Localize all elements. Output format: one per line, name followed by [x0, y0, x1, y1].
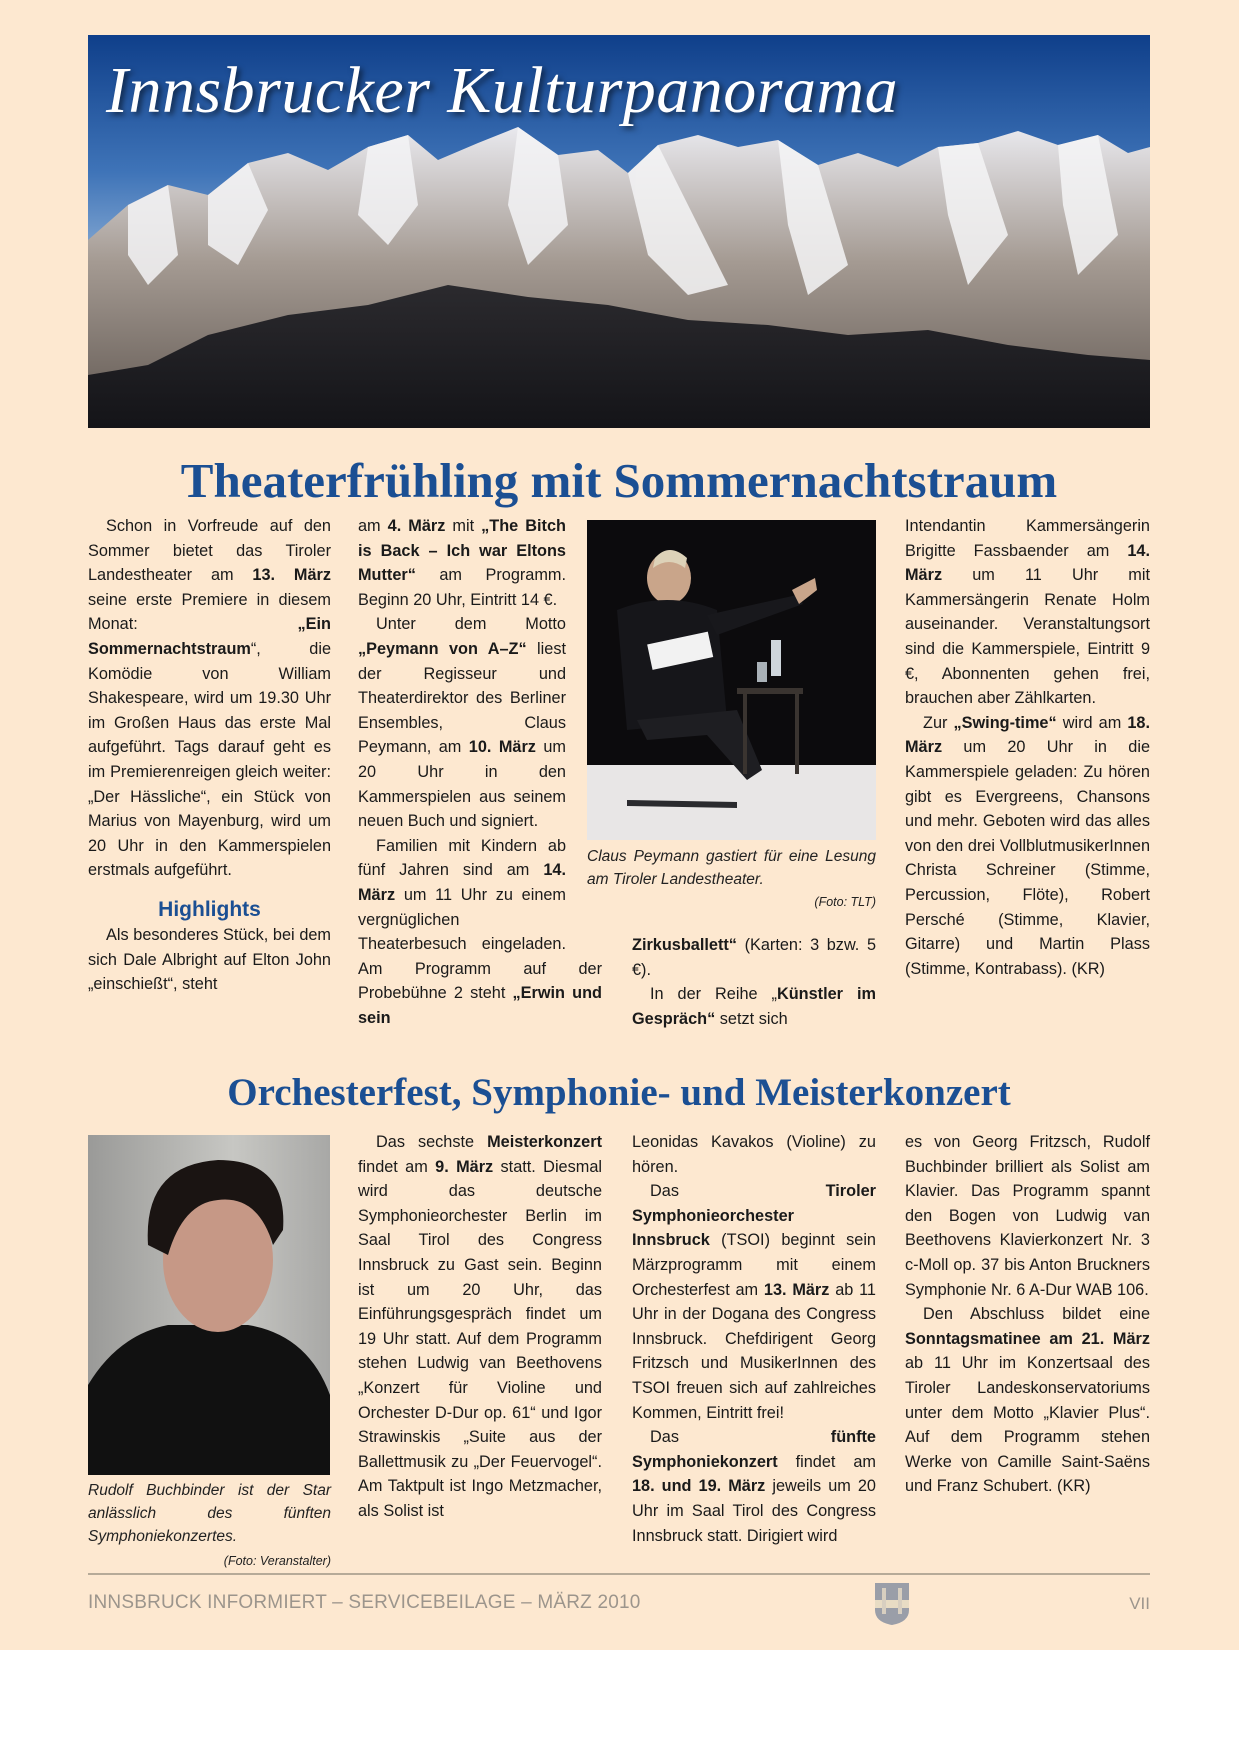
text: um 11 Uhr mit Kammersängerin Renate Holm auseinander. Veranstaltungsort sind die Kammerspiele, Eintritt 9 €, Abonnenten gehen frei, brauchen aber Zählkarten.	[905, 566, 1150, 708]
bold-text: 14. März	[905, 541, 1150, 585]
article2-column-3	[632, 1130, 876, 1548]
text: es von Georg Fritzsch, Rudolf Buchbinder brilliert als Solist am Klavier. Das Programm spannt den Bogen von Ludwig van Beethovens Klavierkonzert Nr. 3 c-Moll op. 37 bis Anton Bruckners Symphonie Nr. 6 A-Dur WAB 106.	[905, 1133, 1150, 1299]
bold-text: Meisterkonzert	[487, 1133, 602, 1151]
bold-text: Tiroler Symphonieorchester Innsbruck	[632, 1182, 876, 1250]
text: findet am	[358, 1157, 436, 1176]
text: Intendantin Kammersängerin Brigitte Fassbaender am	[905, 517, 1150, 560]
photo-caption-peymann	[587, 845, 876, 914]
paragraph	[632, 933, 876, 982]
bold-text: 9. März	[435, 1157, 494, 1176]
text: “, die Komödie von William Shakespeare, wird um 19.30 Uhr im Großen Haus das erste Mal aufgeführt. Tags darauf geht es im Premierenreigen gleich weiter: „Der Hässliche“, ein Stück von Marius von Mayenburg, wird um 20 Uhr in den Kammerspielen erstmals aufgeführt.	[88, 639, 331, 880]
bold-text: „Peymann von A–Z“	[358, 639, 527, 658]
text: am Programm. Beginn 20 Uhr, Eintritt 14 €.	[358, 566, 566, 609]
article2-column-4	[905, 1130, 1150, 1499]
paragraph	[88, 514, 331, 883]
banner-mountain-image	[88, 35, 1150, 428]
text: Als besonderes Stück, bei dem sich Dale Albright auf Elton John „einschießt“, steht	[88, 925, 331, 994]
photo-credit: (Foto: Veranstalter)	[223, 1554, 331, 1568]
text: ab 11 Uhr im Konzertsaal des Tiroler Landeskonservatoriums unter dem Motto „Klavier Plus“. Auf dem Programm stehen Werke von Camille Saint-Saëns und Franz Schubert. (KR)	[905, 1354, 1150, 1496]
text: mit	[445, 517, 482, 535]
bold-text: Künstler im Gespräch“	[632, 985, 876, 1028]
text: um 11 Uhr zu einem vergnüglichen Theaterbesuch eingeladen. Am Programm auf der Probebühne 2 steht	[358, 885, 602, 1003]
text: In der Reihe „	[650, 985, 777, 1004]
photo-reading-man	[587, 520, 876, 840]
bold-text: 18. März	[905, 713, 1150, 757]
text: Das	[650, 1182, 826, 1201]
footer-divider	[88, 1573, 1150, 1575]
bold-text: „Ein Sommernachtstraum	[88, 615, 331, 658]
paragraph	[632, 1425, 876, 1548]
article2-column-2	[358, 1130, 602, 1524]
page-number: VII	[1129, 1594, 1150, 1613]
article1-column-4	[905, 514, 1150, 981]
paragraph	[905, 514, 1150, 711]
paragraph	[632, 982, 876, 1031]
paragraph	[905, 1302, 1150, 1499]
caption-text: Claus Peymann gastiert für eine Lesung am Tiroler Landestheater.	[587, 848, 876, 888]
bold-text: „Erwin und sein	[358, 984, 602, 1027]
paragraph	[358, 834, 602, 1031]
text: Das sechste	[376, 1133, 488, 1151]
text: Schon in Vorfreude auf den Sommer bietet das Tiroler Landestheater am	[88, 517, 331, 585]
paragraph	[905, 1130, 1150, 1302]
paragraph	[358, 1130, 602, 1524]
text: findet am	[777, 1452, 876, 1471]
text: Das	[650, 1428, 831, 1447]
article-headline: Theaterfrühling mit Sommernachtstraum	[180, 453, 1058, 508]
paragraph	[632, 1179, 876, 1425]
bold-text: Zirkusballett“	[632, 936, 737, 954]
article1-column-2	[358, 514, 602, 1030]
text: liest der Regisseur und Theaterdirektor des Berliner Ensembles, Claus Peymann, am	[358, 639, 566, 757]
text: Familien mit Kindern ab fünf Jahren sind am	[358, 836, 566, 880]
bold-text: 13. März	[252, 566, 331, 585]
bold-text: „The Bitch is Back – Ich war Eltons Mutter“	[358, 517, 566, 585]
bold-text: „Swing-time“	[953, 713, 1057, 732]
text: um 20 Uhr in die Kammerspiele geladen: Zu hören gibt es Evergreens, Chansons und mehr. Geboten wird das alles von den drei VollblutmusikerInnen Christa Schreiner (Stimme, Percussion, Flöte), Robert Persché (Stimme, Klavier, Gitarre) und Martin Plass (Stimme, Kontrabass). (KR)	[905, 738, 1150, 978]
bold-text: 13. März	[763, 1280, 830, 1299]
caption-text: Rudolf Buchbinder ist der Star anlässlich des fünften Symphoniekonzertes.	[88, 1482, 331, 1545]
text: (TSOI) beginnt sein Märzprogramm mit einem Orchesterfest am	[632, 1231, 876, 1299]
text: Leonidas Kavakos (Violine) zu hören.	[632, 1133, 876, 1176]
bold-text: 18. und 19. März	[632, 1477, 766, 1496]
article-headline: Orchesterfest, Symphonie- und Meisterkonzert	[227, 1071, 1011, 1114]
photo-caption-buchbinder	[88, 1479, 331, 1573]
text: Unter dem Motto	[376, 615, 566, 634]
text: statt. Diesmal wird das deutsche Symphonieorchester Berlin im Saal Tirol des Congress Innsbruck zu Gast sein. Beginn ist um 20 Uhr, das Einführungsgespräch findet um 19 Uhr statt. Auf dem Programm stehen Ludwig van Beethovens „Konzert für Violine und Orchester D-Dur op. 61“ und Igor Strawinskis „Suite aus der Ballettmusik zu „Der Feuervogel“. Am Taktpult ist Ingo Metzmacher, als Solist ist	[358, 1157, 602, 1520]
paragraph	[88, 923, 331, 997]
text: jeweils um 20 Uhr im Saal Tirol des Congress Innsbruck statt. Dirigiert wird	[632, 1477, 876, 1545]
text: wird am	[1056, 713, 1128, 732]
bold-text: Sonntagsmatinee am 21. März	[905, 1329, 1150, 1348]
text: ab 11 Uhr in der Dogana des Congress Innsbruck. Chefdirigent Georg Fritzsch und MusikerInnen des TSOI freuen sich auf zahlreiches Kommen, Eintritt frei!	[632, 1280, 876, 1422]
photo-rudolf-buchbinder	[88, 1135, 330, 1475]
text: (Karten: 3 bzw. 5 €).	[632, 936, 876, 979]
banner-title: Innsbrucker Kulturpanorama	[106, 54, 899, 127]
innsbruck-crest-icon	[874, 1582, 910, 1626]
article1-column-1	[88, 514, 331, 997]
bold-text: 10. März	[468, 738, 536, 757]
text: seine erste Premiere in diesem Monat:	[88, 590, 331, 634]
article1-column-3	[632, 933, 876, 1031]
text: Den Abschluss bildet eine	[923, 1305, 1150, 1324]
subheading-highlights: Highlights	[158, 897, 261, 921]
photo-portrait	[88, 1135, 330, 1475]
text: Zur	[923, 713, 954, 732]
paragraph	[358, 612, 602, 833]
bold-text: 14. März	[358, 861, 566, 904]
bold-text: fünfte Symphoniekonzert	[632, 1428, 876, 1471]
paragraph	[632, 1130, 876, 1179]
bold-text: 4. März	[387, 517, 446, 535]
text: um 20 Uhr in den Kammerspielen aus seinem neuen Buch und signiert.	[358, 738, 566, 831]
text: am	[358, 517, 388, 535]
text: setzt sich	[715, 1009, 788, 1028]
photo-credit: (Foto: TLT)	[814, 895, 876, 909]
photo-claus-peymann	[587, 520, 876, 840]
paragraph	[905, 711, 1150, 982]
footer-publication: INNSBRUCK INFORMIERT – SERVICEBEILAGE – MÄRZ 2010	[88, 1592, 641, 1613]
